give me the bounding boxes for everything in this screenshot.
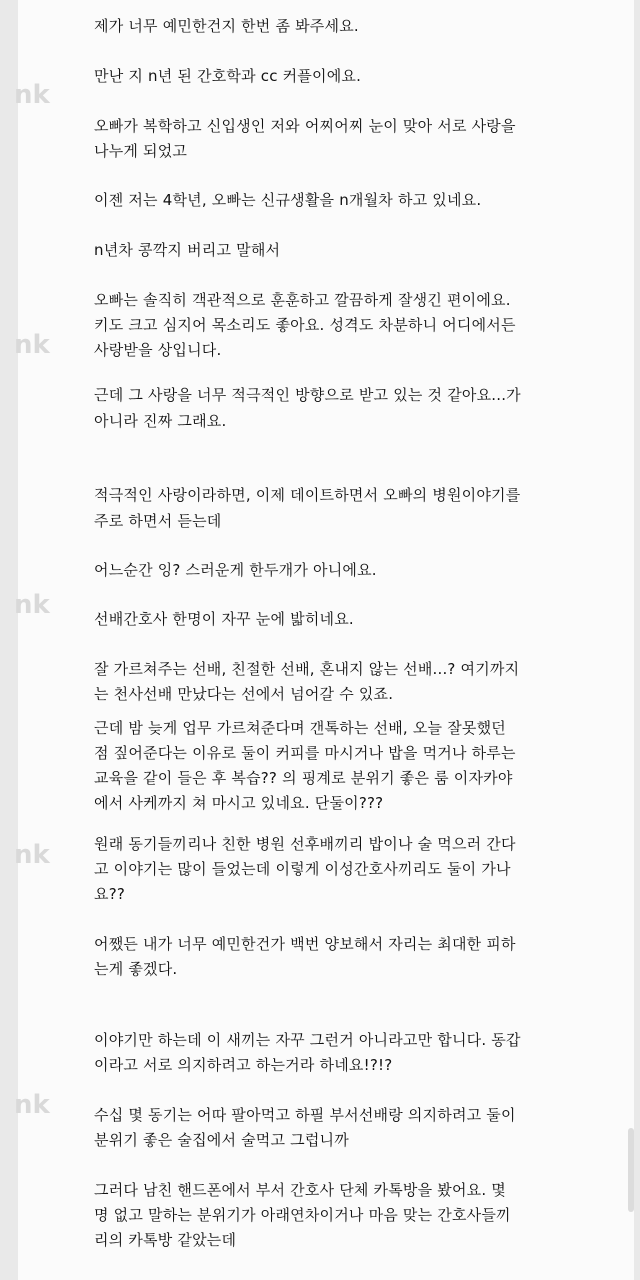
post-text-line: 리의 카톡방 같았는데 bbox=[94, 1231, 237, 1249]
post-text-line: 주로 하면서 듣는데 bbox=[94, 512, 222, 530]
post-text-line: 는게 좋겠다. bbox=[94, 960, 178, 978]
post-text-line: 분위기 좋은 술집에서 술먹고 그럽니까 bbox=[94, 1131, 349, 1149]
post-text-line: 선배간호사 한명이 자꾸 눈에 밟히네요. bbox=[94, 610, 354, 628]
post-text-line: 사랑받을 상입니다. bbox=[94, 341, 222, 359]
post-text-line: 수십 몇 동기는 어따 팔아먹고 하필 부서선배랑 의지하려고 둘이 bbox=[94, 1106, 516, 1124]
post-text-line: 고 이야기는 많이 들었는데 이렇게 이성간호사끼리도 둘이 가나 bbox=[94, 860, 511, 878]
post-text-line: 에서 사케까지 쳐 마시고 있네요. 단둘이??? bbox=[94, 794, 384, 812]
post-text-line: 근데 밤 늦게 업무 가르쳐준다며 갠톡하는 선배, 오늘 잘못했던 bbox=[94, 719, 506, 737]
post-text-line: 근데 그 사랑을 너무 적극적인 방향으로 받고 있는 것 같아요...가 bbox=[94, 386, 521, 404]
post-text-line: 제가 너무 예민한건지 한번 좀 봐주세요. bbox=[94, 17, 359, 35]
watermark: nk bbox=[14, 840, 50, 870]
post-text-line: 오빠가 복학하고 신입생인 저와 어찌어찌 눈이 맞아 서로 사랑을 bbox=[94, 117, 516, 135]
post-text-line: 요?? bbox=[94, 885, 126, 903]
post-text-line: 어느순간 잉? 스러운게 한두개가 아니에요. bbox=[94, 561, 377, 579]
post-text-line: n년차 콩깍지 버리고 말해서 bbox=[94, 241, 281, 259]
watermark: nk bbox=[14, 590, 50, 620]
post-text-line: 명 없고 말하는 분위기가 아래연차이거나 마음 맞는 간호사들끼 bbox=[94, 1206, 511, 1224]
watermark: nk bbox=[14, 80, 50, 110]
post-text-line: 어쨌든 내가 너무 예민한건가 백번 양보해서 자리는 최대한 피하 bbox=[94, 935, 516, 953]
scrollbar[interactable] bbox=[628, 1128, 634, 1212]
post-text-line: 아니라 진짜 그래요. bbox=[94, 412, 227, 430]
post-text-line: 잘 가르쳐주는 선배, 친절한 선배, 혼내지 않는 선배...? 여기까지 bbox=[94, 660, 520, 678]
post-text-line: 이라고 서로 의지하려고 하는거라 하네요!?!? bbox=[94, 1056, 393, 1074]
post-text-line: 점 짚어준다는 이유로 둘이 커피를 마시거나 밥을 먹거나 하루는 bbox=[94, 744, 516, 762]
post-text-line: 적극적인 사랑이라하면, 이제 데이트하면서 오빠의 병원이야기를 bbox=[94, 486, 521, 504]
post-page bbox=[14, 0, 634, 1280]
post-text-line: 그러다 남친 핸드폰에서 부서 간호사 단체 카톡방을 봤어요. 몇 bbox=[94, 1181, 506, 1199]
post-text-line: 원래 동기들끼리나 친한 병원 선후배끼리 밥이나 술 먹으러 간다 bbox=[94, 835, 516, 853]
watermark: nk bbox=[14, 1090, 50, 1120]
post-text-line: 이야기만 하는데 이 새끼는 자꾸 그런거 아니라고만 합니다. 동갑 bbox=[94, 1031, 521, 1049]
post-text-line: 교육을 같이 들은 후 복습?? 의 핑계로 분위기 좋은 룸 이자카야 bbox=[94, 769, 513, 787]
watermark: nk bbox=[14, 330, 50, 360]
post-text-line: 이젠 저는 4학년, 오빠는 신규생활을 n개월차 하고 있네요. bbox=[94, 191, 482, 209]
post-text-line: 만난 지 n년 된 간호학과 cc 커플이에요. bbox=[94, 67, 362, 85]
post-text-line: 는 천사선배 만났다는 선에서 넘어갈 수 있죠. bbox=[94, 685, 394, 703]
post-text-line: 오빠는 솔직히 객관적으로 훈훈하고 깔끔하게 잘생긴 편이에요. bbox=[94, 291, 511, 309]
post-text-line: 나누게 되었고 bbox=[94, 142, 188, 160]
post-text-line: 키도 크고 심지어 목소리도 좋아요. 성격도 차분하니 어디에서든 bbox=[94, 316, 516, 334]
